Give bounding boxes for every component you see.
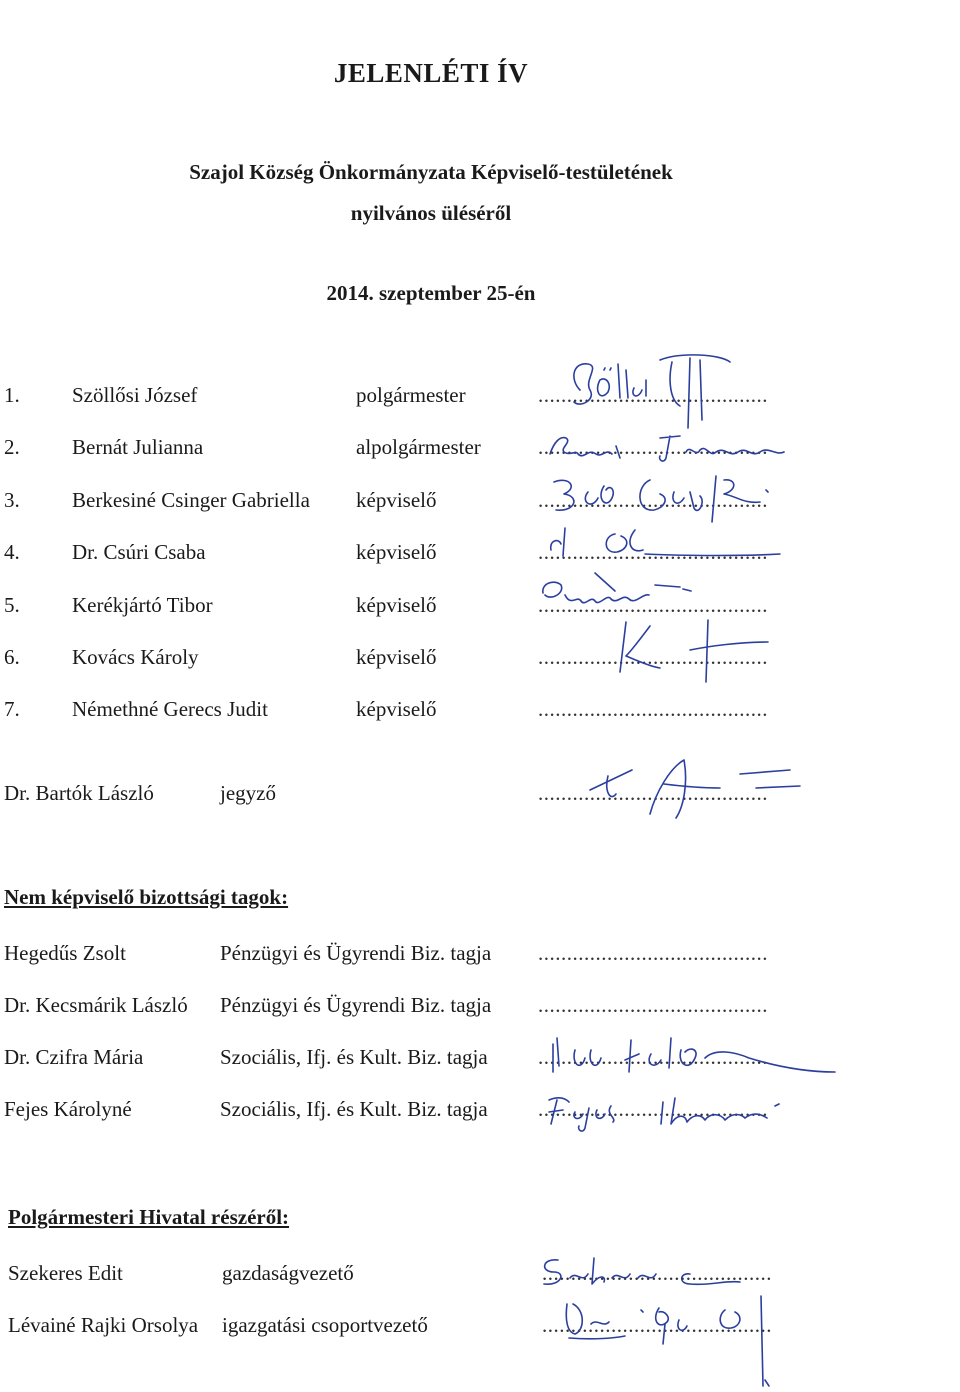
member-number: 5. [4, 593, 20, 617]
subtitle-line-2: nyilvános üléséről [350, 201, 512, 225]
signature-image [555, 1290, 805, 1390]
document-title: JELENLÉTI ÍV [333, 58, 529, 88]
office-member-name: Szekeres Edit [8, 1261, 123, 1285]
signature-line: ........................................ [538, 593, 768, 617]
committee-member-name: Hegedűs Zsolt [4, 941, 126, 965]
signature-line: ........................................ [538, 1045, 768, 1069]
member-role: képviselő [356, 540, 437, 564]
member-name: Némethné Gerecs Judit [72, 697, 268, 721]
member-name: Bernát Julianna [72, 435, 204, 459]
member-number: 3. [4, 488, 20, 512]
signature-line: ........................................ [538, 697, 768, 721]
member-role: képviselő [356, 645, 437, 669]
signature-line: ........................................ [538, 941, 768, 965]
member-number: 1. [4, 383, 20, 407]
meeting-date: 2014. szeptember 25-én [326, 281, 536, 305]
committee-member-name: Dr. Czifra Mária [4, 1045, 144, 1069]
notary-role: jegyző [220, 781, 276, 805]
signature-image [590, 612, 790, 692]
signature-line: ........................................ [538, 781, 768, 805]
member-number: 7. [4, 697, 20, 721]
notary-name: Dr. Bartók László [4, 781, 154, 805]
committee-member-name: Dr. Kecsmárik László [4, 993, 188, 1017]
member-name: Berkesiné Csinger Gabriella [72, 488, 310, 512]
signature-line: ........................................ [538, 1097, 768, 1121]
signature-image [560, 752, 820, 832]
committee-member-role: Pénzügyi és Ügyrendi Biz. tagja [220, 993, 492, 1017]
signature-line: ........................................ [538, 488, 768, 512]
member-role: képviselő [356, 697, 437, 721]
signature-image [545, 520, 805, 570]
signature-line: ........................................ [542, 1313, 772, 1337]
signature-image [540, 468, 800, 528]
committee-member-role: Szociális, Ifj. és Kult. Biz. tagja [220, 1097, 488, 1121]
committee-member-role: Szociális, Ifj. és Kult. Biz. tagja [220, 1045, 488, 1069]
member-role: polgármester [356, 383, 466, 407]
member-number: 6. [4, 645, 20, 669]
signature-line: ........................................ [538, 540, 768, 564]
member-name: Dr. Csúri Csaba [72, 540, 206, 564]
subtitle-line-1: Szajol Község Önkormányzata Képviselő-testületének [189, 160, 673, 184]
member-number: 4. [4, 540, 20, 564]
signature-line: ........................................ [538, 435, 768, 459]
member-role: képviselő [356, 593, 437, 617]
signature-image [535, 1084, 835, 1132]
member-number: 2. [4, 435, 20, 459]
committee-member-name: Fejes Károlyné [4, 1097, 132, 1121]
office-member-name: Lévainé Rajki Orsolya [8, 1313, 199, 1337]
signature-image [535, 1028, 855, 1088]
member-name: Kovács Károly [72, 645, 199, 669]
office-heading: Polgármesteri Hivatal részéről: [8, 1205, 290, 1229]
committee-member-role: Pénzügyi és Ügyrendi Biz. tagja [220, 941, 492, 965]
signature-line: ........................................ [538, 383, 768, 407]
signature-image [560, 350, 760, 430]
committee-heading: Nem képviselő bizottsági tagok: [4, 885, 289, 909]
member-role: képviselő [356, 488, 437, 512]
signature-image [540, 424, 840, 468]
signature-line: ........................................ [542, 1261, 772, 1285]
member-role: alpolgármester [356, 435, 481, 459]
office-member-role: gazdaságvezető [222, 1261, 354, 1285]
member-name: Szöllősi József [72, 383, 198, 407]
member-name: Kerékjártó Tibor [72, 593, 213, 617]
office-member-role: igazgatási csoportvezető [222, 1313, 428, 1337]
signature-line: ........................................ [538, 645, 768, 669]
signature-line: ........................................ [538, 993, 768, 1017]
